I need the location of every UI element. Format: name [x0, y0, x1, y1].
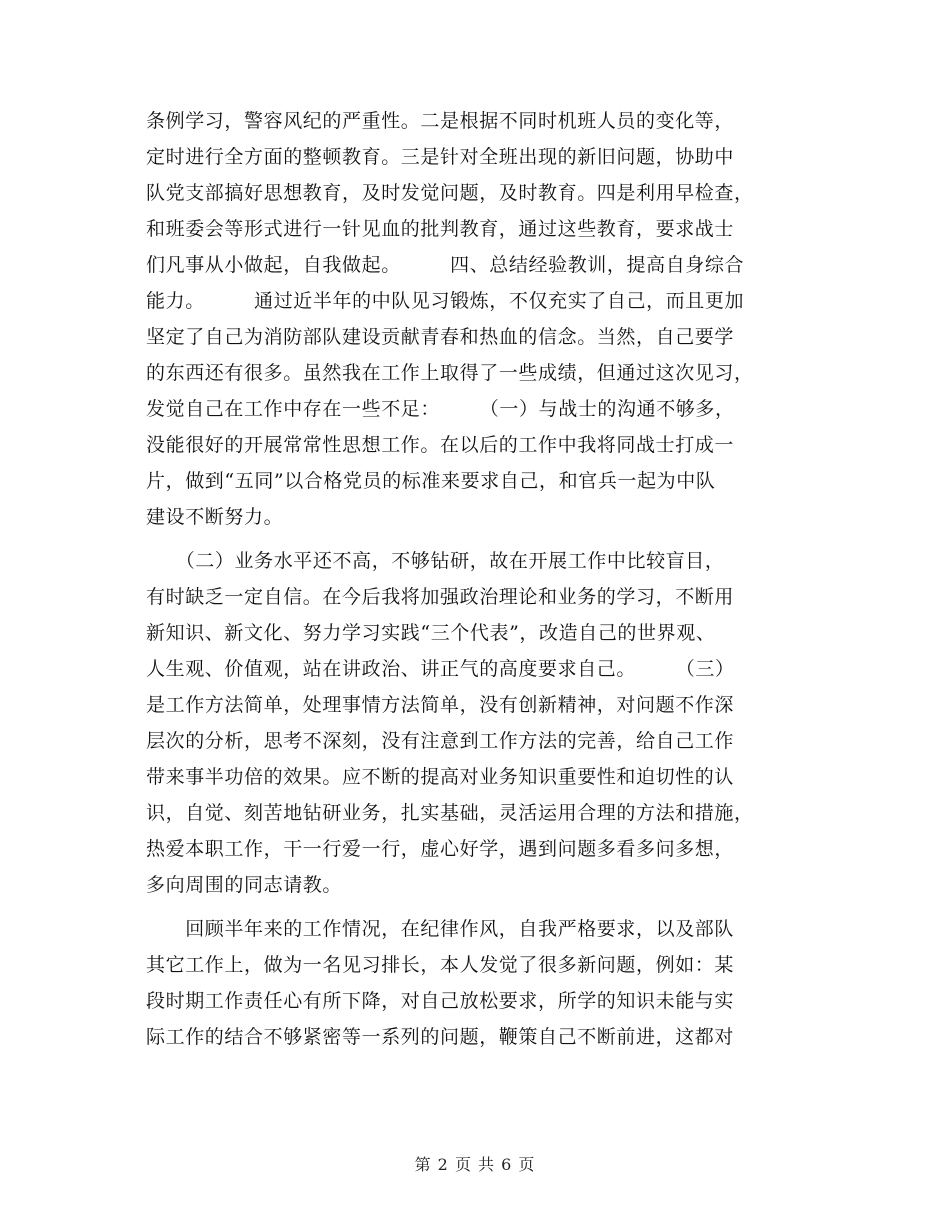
text-line: 定时进行全方面的整顿教育。三是针对全班出现的新旧问题，协助中	[146, 146, 735, 168]
text-line: 多向周围的同志请教。	[146, 874, 343, 896]
document-body	[146, 103, 814, 1055]
text-line: 片，做到“五同”以合格党员的标准来要求自己，和官兵一起为中队	[146, 470, 716, 492]
text-line: 人生观、价值观，站在讲政治、讲正气的高度要求自己。 （三）	[146, 658, 735, 680]
text-line: 回顾半年来的工作情况，在纪律作风，自我严格要求，以及部队	[146, 918, 735, 940]
paragraph-spacer	[146, 535, 814, 543]
text-line: 条例学习，警容风纪的严重性。二是根据不同时机班人员的变化等，	[146, 110, 735, 132]
text-line: 层次的分析，思考不深刻，没有注意到工作方法的完善，给自己工作	[146, 730, 735, 752]
text-line: 段时期工作责任心有所下降，对自己放松要求，所学的知识未能与实	[146, 990, 735, 1012]
paragraph-spacer	[146, 903, 814, 911]
paragraph-2	[146, 543, 814, 903]
text-line: 际工作的结合不够紧密等一系列的问题，鞭策自己不断前进，这都对	[146, 1026, 735, 1048]
text-line: 的东西还有很多。虽然我在工作上取得了一些成绩，但通过这次见习，	[146, 362, 754, 384]
text-line: 其它工作上，做为一名见习排长，本人发觉了很多新问题，例如：某	[146, 954, 735, 976]
text-line: 是工作方法简单，处理事情方法简单，没有创新精神，对问题不作深	[146, 694, 735, 716]
text-line: （二）业务水平还不高，不够钻研，故在开展工作中比较盲目，	[146, 550, 725, 572]
text-line: 没能很好的开展常常性思想工作。在以后的工作中我将同战士打成一	[146, 434, 735, 456]
paragraph-1	[146, 103, 814, 535]
text-line: 有时缺乏一定自信。在今后我将加强政治理论和业务的学习，不断用	[146, 586, 735, 608]
page-number-footer: 第 2 页 共 6 页	[414, 1155, 536, 1174]
text-line: 新知识、新文化、努力学习实践“三个代表”，改造自己的世界观、	[146, 622, 716, 644]
paragraph-3	[146, 911, 814, 1055]
text-line: 发觉自己在工作中存在一些不足： （一）与战士的沟通不够多，	[146, 398, 735, 420]
text-line: 热爱本职工作，干一行爱一行，虚心好学，遇到问题多看多问多想，	[146, 838, 735, 860]
text-line: 带来事半功倍的效果。应不断的提高对业务知识重要性和迫切性的认	[146, 766, 735, 788]
text-line: 和班委会等形式进行一针见血的批判教育，通过这些教育，要求战士	[146, 218, 735, 240]
text-line: 们凡事从小做起，自我做起。 四、总结经验教训，提高自身综合	[146, 254, 745, 276]
text-line: 坚定了自己为消防部队建设贡献青春和热血的信念。当然，自己要学	[146, 326, 735, 348]
text-line: 能力。 通过近半年的中队见习锻炼，不仅充实了自己，而且更加	[146, 290, 745, 312]
text-line: 识，自觉、刻苦地钻研业务，扎实基础，灵活运用合理的方法和措施，	[146, 802, 754, 824]
text-line: 建设不断努力。	[146, 506, 284, 528]
text-line: 队党支部搞好思想教育，及时发觉问题，及时教育。四是利用早检查，	[146, 182, 754, 204]
